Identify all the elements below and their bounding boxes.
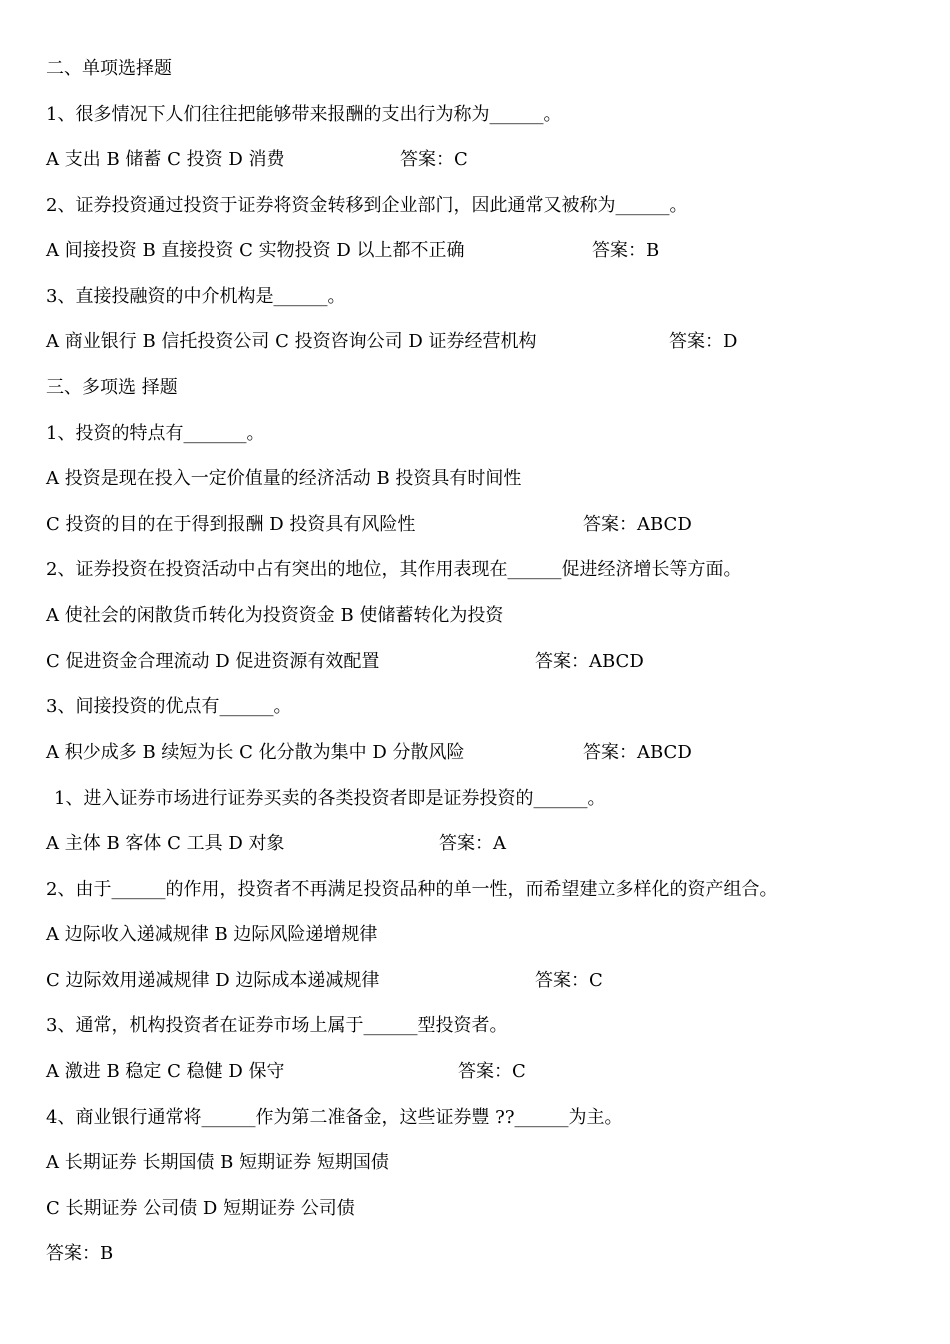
options-line — [46, 831, 506, 857]
line-text: 4、商业银行通常将______作为第二准备金，这些证券豐 ??______为主。 — [46, 1107, 623, 1128]
options-line — [46, 1059, 526, 1085]
question-text — [46, 694, 291, 720]
line-text: 1、进入证券市场进行证券买卖的各类投资者即是证券投资的______。 — [54, 788, 606, 809]
options-line — [46, 466, 521, 492]
answer-label: 答案：ABCD — [535, 651, 644, 672]
question-text — [46, 102, 561, 128]
answer-line — [46, 1241, 113, 1267]
answer-label: 答案：D — [669, 331, 738, 352]
question-text — [54, 786, 605, 812]
question-text — [46, 284, 345, 310]
question-text — [46, 877, 777, 903]
answer-label: 答案：ABCD — [583, 742, 692, 763]
section-heading-single-choice — [46, 56, 172, 82]
line-text: C 长期证券 公司债 D 短期证券 公司债 — [46, 1198, 355, 1219]
options-line — [46, 147, 468, 173]
options-line — [46, 649, 644, 675]
line-text: 三、多项选 择题 — [46, 377, 178, 398]
options-line — [46, 238, 660, 264]
line-text: A 使社会的闲散货币转化为投资资金 B 使储蓄转化为投资 — [46, 605, 504, 626]
question-text — [46, 1013, 507, 1039]
options-line — [46, 968, 603, 994]
line-text: 二、单项选择题 — [46, 58, 172, 79]
answer-label: 答案：ABCD — [583, 514, 692, 535]
answer-label: 答案：A — [439, 833, 506, 854]
section-heading-multiple-choice — [46, 375, 178, 401]
options-line — [46, 922, 377, 948]
question-text — [46, 557, 741, 583]
answer-label: 答案：B — [592, 240, 660, 261]
options-line — [46, 512, 692, 538]
line-text: 3、通常，机构投资者在证券市场上属于______型投资者。 — [46, 1015, 508, 1036]
question-text — [46, 1105, 622, 1131]
line-text: A 间接投资 B 直接投资 C 实物投资 D 以上都不正确 — [46, 240, 465, 261]
line-text: A 主体 B 客体 C 工具 D 对象 — [46, 833, 285, 854]
line-text: C 投资的目的在于得到报酬 D 投资具有风险性 — [46, 514, 416, 535]
line-text: A 商业银行 B 信托投资公司 C 投资咨询公司 D 证券经营机构 — [46, 331, 537, 352]
line-text: A 投资是现在投入一定价值量的经济活动 B 投资具有时间性 — [46, 468, 522, 489]
answer-label: 答案：C — [535, 970, 603, 991]
line-text: 1、投资的特点有_______。 — [46, 423, 265, 444]
options-line — [46, 329, 738, 355]
line-text: A 激进 B 稳定 C 稳健 D 保守 — [46, 1061, 285, 1082]
line-text: 2、证券投资在投资活动中占有突出的地位，其作用表现在______促进经济增长等方面。 — [46, 559, 742, 580]
line-text: A 长期证券 长期国债 B 短期证券 短期国债 — [46, 1152, 389, 1173]
line-text: 3、直接投融资的中介机构是______。 — [46, 286, 346, 307]
options-line — [46, 740, 692, 766]
question-text — [46, 193, 687, 219]
options-line — [46, 1196, 355, 1222]
line-text: 3、间接投资的优点有______。 — [46, 696, 292, 717]
options-line — [46, 603, 503, 629]
question-text — [46, 421, 264, 447]
line-text: 2、由于______的作用，投资者不再满足投资品种的单一性，而希望建立多样化的资产组合。 — [46, 879, 778, 900]
line-text: A 积少成多 B 续短为长 C 化分散为集中 D 分散风险 — [46, 742, 465, 763]
line-text: A 支出 B 储蓄 C 投资 D 消费 — [46, 149, 285, 170]
answer-label: 答案：C — [400, 149, 468, 170]
line-text: 2、证券投资通过投资于证券将资金转移到企业部门，因此通常又被称为______。 — [46, 195, 688, 216]
line-text: C 促进资金合理流动 D 促进资源有效配置 — [46, 651, 380, 672]
options-line — [46, 1150, 389, 1176]
line-text: 1、很多情况下人们往往把能够带来报酬的支出行为称为______。 — [46, 104, 562, 125]
line-text: 答案：B — [46, 1243, 114, 1264]
answer-label: 答案：C — [458, 1061, 526, 1082]
line-text: C 边际效用递减规律 D 边际成本递减规律 — [46, 970, 380, 991]
line-text: A 边际收入递减规律 B 边际风险递增规律 — [46, 924, 378, 945]
